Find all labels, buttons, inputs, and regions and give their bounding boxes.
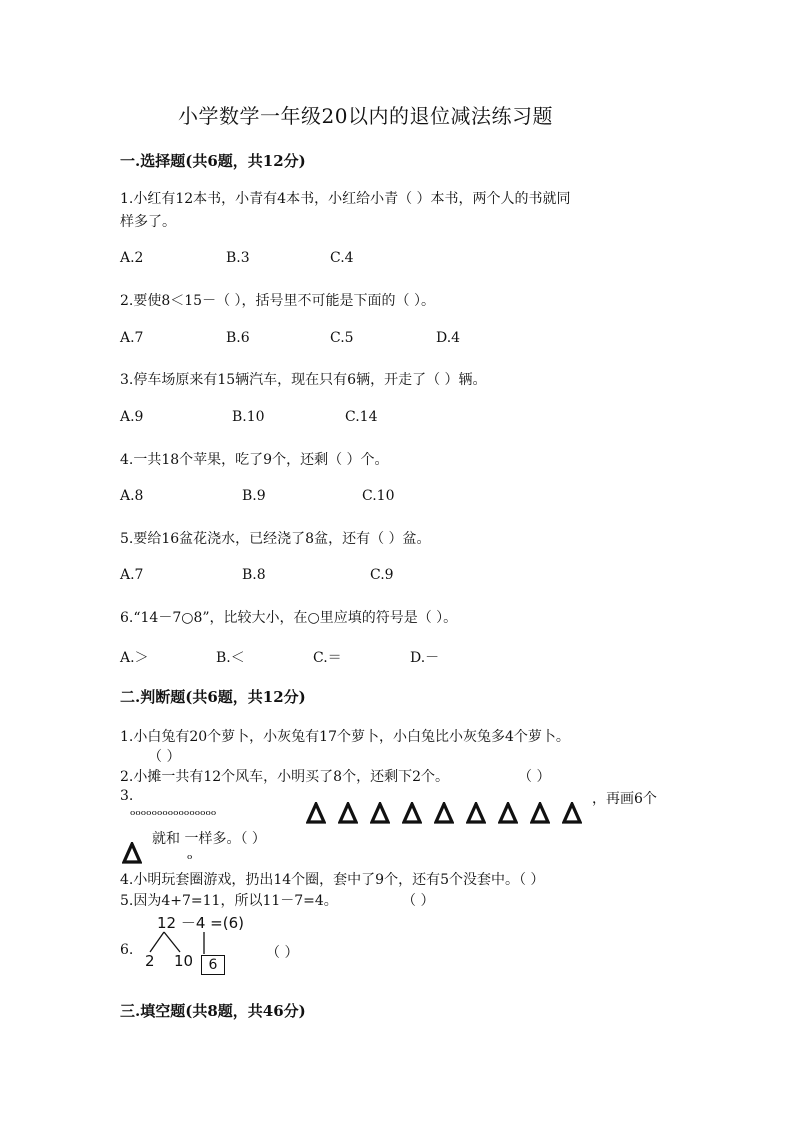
question-text: 1.小白兔有20个萝卜，小灰兔有17个萝卜，小白兔比小灰兔多4个萝卜。 <box>120 729 570 745</box>
answer-paren[interactable]: （ ） <box>518 769 551 785</box>
question-text: 3.停车场原来有15辆汽车，现在只有6辆，开走了（ ）辆。 <box>120 372 487 388</box>
question-text: ，再画6个 <box>592 791 657 807</box>
option[interactable]: B.3 <box>226 250 250 266</box>
option[interactable]: D.－ <box>410 650 440 666</box>
option[interactable]: C.14 <box>345 409 378 425</box>
answer-paren[interactable]: （ ） <box>148 749 181 765</box>
split-right: 10 <box>174 952 194 970</box>
question-text: 6.“14－7○8”，比较大小，在○里应填的符号是（ ）。 <box>120 610 458 626</box>
question-text: 就和 一样多。（ ） <box>152 831 266 847</box>
page-title: 小学数学一年级20以内的退位减法练习题 <box>178 104 553 128</box>
triangle-icon <box>402 802 422 824</box>
triangle-icon <box>562 802 582 824</box>
question-text: 样多了。 <box>120 214 176 230</box>
triangle-icon <box>530 802 550 824</box>
option[interactable]: B.9 <box>242 488 266 504</box>
question-text: 4.一共18个苹果，吃了9个，还剩（ ）个。 <box>120 452 389 468</box>
question-text: 5.要给16盆花浇水，已经浇了8盆，还有（ ）盆。 <box>120 531 431 547</box>
triangle-icon <box>306 802 326 824</box>
question-number: 3. <box>120 788 134 804</box>
option[interactable]: B.8 <box>242 567 266 583</box>
circle-row: ₒₒₒₒₒₒₒₒₒₒₒₒₒₒₒₒ <box>130 803 217 819</box>
triangle-icon <box>498 802 518 824</box>
answer-box: 6 <box>201 955 225 975</box>
arrow-line <box>190 930 216 956</box>
triangle-icon <box>434 802 454 824</box>
section-heading-choice: 一.选择题(共6题，共12分) <box>120 152 306 170</box>
question-text: 2.要使8＜15－（ ），括号里不可能是下面的（ ）。 <box>120 293 435 309</box>
answer-paren[interactable]: （ ） <box>266 945 299 961</box>
option[interactable]: B.10 <box>232 409 265 425</box>
triangle-row <box>306 802 582 824</box>
question-text: 1.小红有12本书，小青有4本书，小红给小青（ ）本书，两个人的书就同 <box>120 191 571 207</box>
section-heading-judgement: 二.判断题(共6题，共12分) <box>120 688 306 706</box>
option[interactable]: C.4 <box>330 250 354 266</box>
question-text: 2.小摊一共有12个风车，小明买了8个，还剩下2个。 <box>120 769 449 785</box>
option[interactable]: A.9 <box>120 409 144 425</box>
split-left: 2 <box>145 952 155 970</box>
option[interactable]: A.7 <box>120 567 144 583</box>
answer-paren[interactable]: （ ） <box>402 893 435 909</box>
option[interactable]: D.4 <box>436 330 461 346</box>
option[interactable]: C.10 <box>362 488 395 504</box>
split-lines <box>146 930 186 954</box>
triangle-icon <box>466 802 486 824</box>
triangle-icon <box>338 802 358 824</box>
question-text: 4.小明玩套圈游戏，扔出14个圈，套中了9个，还有5个没套中。（ ） <box>120 872 545 888</box>
option[interactable]: C.＝ <box>313 650 342 666</box>
question-number: 6. <box>120 942 134 958</box>
option[interactable]: A.8 <box>120 488 144 504</box>
option[interactable]: B.6 <box>226 330 250 346</box>
option[interactable]: C.9 <box>370 567 394 583</box>
circle-icon: ₒ <box>187 847 193 863</box>
triangle-icon <box>122 842 142 864</box>
question-text: 5.因为4+7=11，所以11－7=4。 <box>120 893 338 909</box>
option[interactable]: C.5 <box>330 330 354 346</box>
option[interactable]: A.＞ <box>120 650 149 666</box>
option[interactable]: B.＜ <box>216 650 245 666</box>
option[interactable]: A.7 <box>120 330 144 346</box>
equation: 12 －4 =(6) <box>157 914 244 932</box>
option[interactable]: A.2 <box>120 250 144 266</box>
triangle-icon <box>370 802 390 824</box>
section-heading-fill: 三.填空题(共8题，共46分) <box>120 1002 306 1020</box>
